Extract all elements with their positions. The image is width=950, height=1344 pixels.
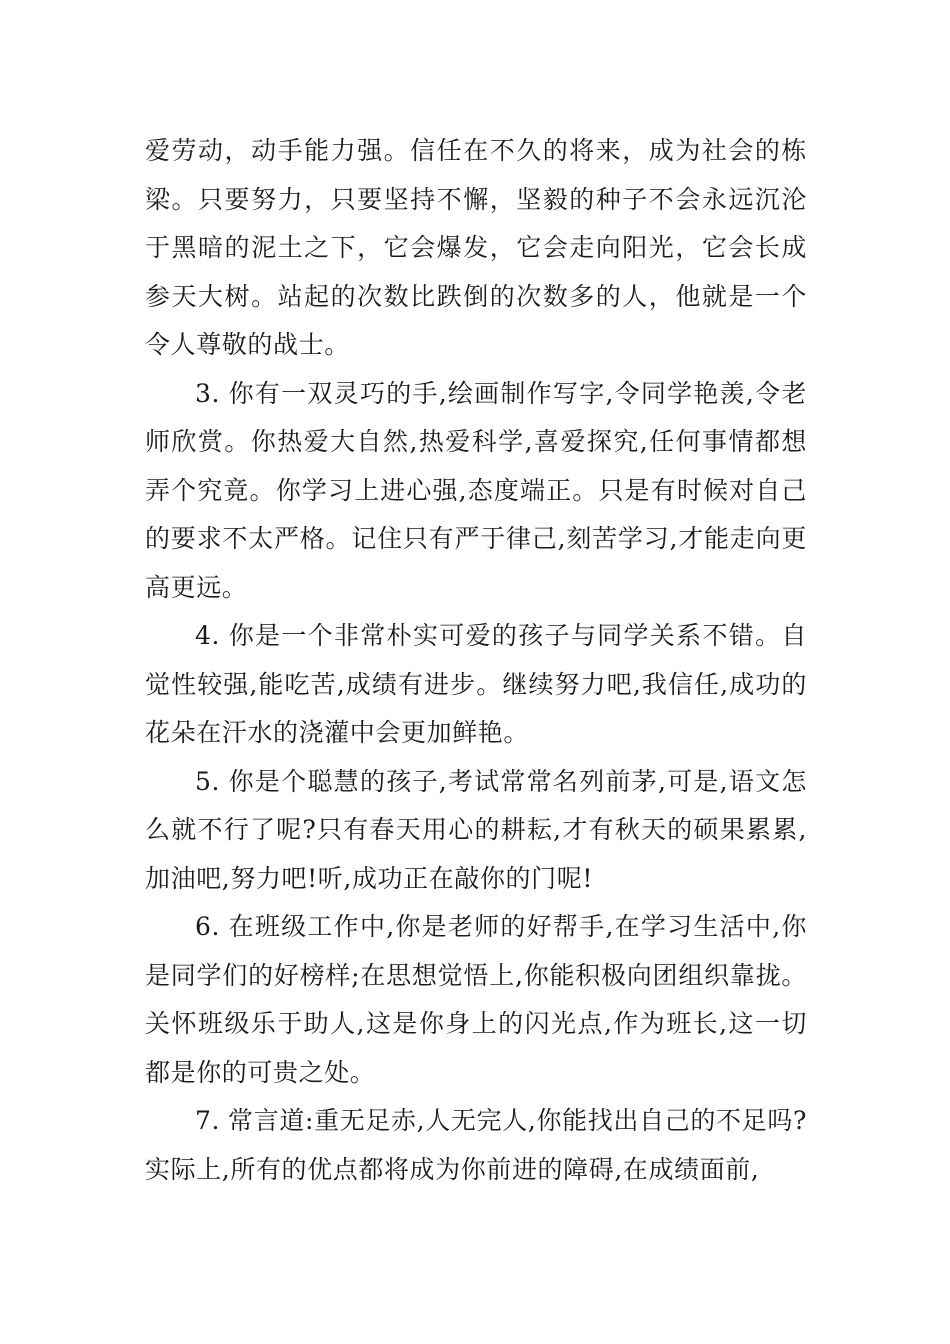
paragraph-7: [145, 1097, 807, 1194]
document-body: [145, 127, 807, 1194]
paragraph-4: [145, 612, 807, 758]
paragraph-number: 5.: [195, 766, 221, 796]
paragraph-text: 在班级工作中,你是老师的好帮手,在学习生活中,你是同学们的好榜样;在思想觉悟上,你能积极向团组织靠拢。关怀班级乐于助人,这是你身上的闪光点,作为班长,这一切都是你的可贵之处。: [145, 912, 807, 1087]
paragraph-text: 爱劳动，动手能力强。信任在不久的将来，成为社会的栋梁。只要努力，只要坚持不懈，坚毅的种子不会永远沉沦于黑暗的泥土之下，它会爆发，它会走向阳光，它会长成参天大树。站起的次数比跌倒的次数多的人，他就是一个令人尊敬的战士。: [145, 136, 807, 359]
paragraph-text: 你是一个非常朴实可爱的孩子与同学关系不错。自觉性较强,能吃苦,成绩有进步。继续努力吧,我信任,成功的花朵在汗水的浇灌中会更加鲜艳。: [145, 621, 807, 747]
paragraph-3: [145, 370, 807, 613]
paragraph-6: [145, 903, 807, 1097]
paragraph-number: 7.: [195, 1106, 221, 1135]
paragraph-number: 6.: [195, 912, 221, 941]
paragraph-number: 4.: [195, 621, 221, 650]
paragraph-text: 你有一双灵巧的手,绘画制作写字,令同学艳羡,令老师欣赏。你热爱大自然,热爱科学,喜爱探究,任何事情都想弄个究竟。你学习上进心强,态度端正。只是有时候对自己的要求不太严格。记住只有严于律己,刻苦学习,才能走向更高更远。: [145, 378, 807, 602]
paragraph-text: 常言道:重无足赤,人无完人,你能找出自己的不足吗?实际上,所有的优点都将成为你前进的障碍,在成绩面前,: [145, 1106, 807, 1184]
paragraph-continued: [145, 127, 807, 370]
paragraph-5: [145, 758, 807, 904]
paragraph-text: 你是个聪慧的孩子,考试常常名列前茅,可是,语文怎么就不行了呢?只有春天用心的耕耘,才有秋天的硕果累累,加油吧,努力吧!听,成功正在敲你的门呢!: [145, 766, 807, 893]
paragraph-number: 3.: [195, 378, 221, 408]
